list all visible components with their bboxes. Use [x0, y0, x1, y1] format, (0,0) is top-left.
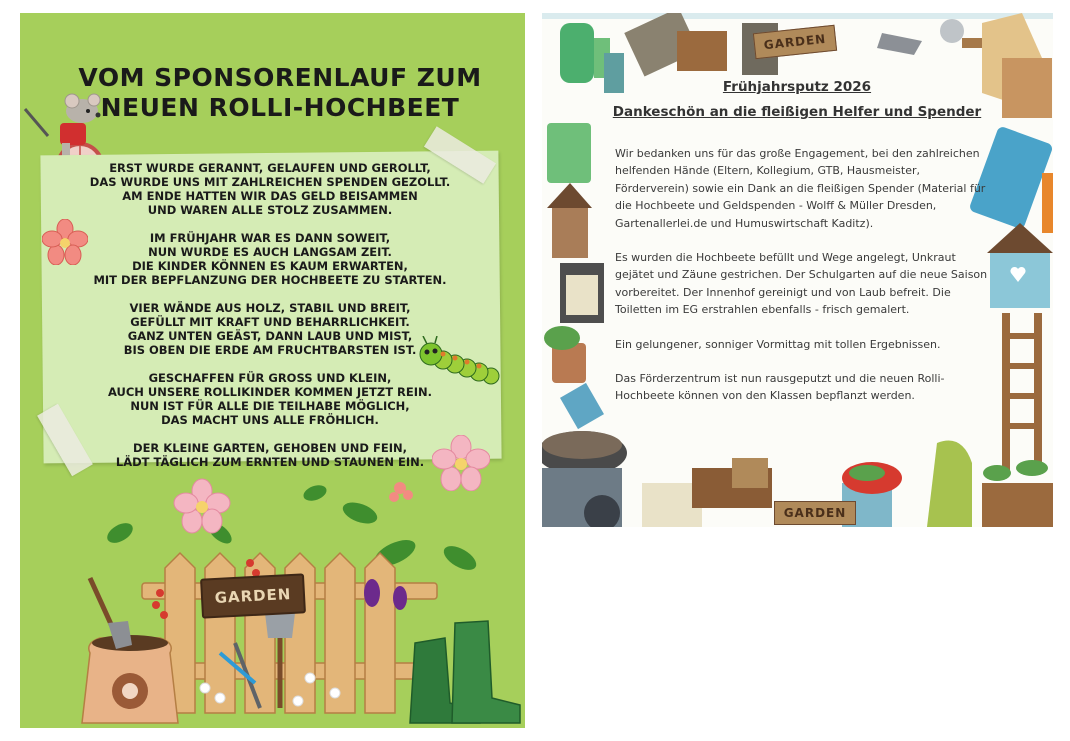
poem-line: GESCHAFFEN FÜR GROSS UND KLEIN,: [148, 371, 392, 385]
garden-sign-label: GARDEN: [214, 585, 292, 607]
caterpillar-icon: [417, 336, 502, 388]
poem-poster: [20, 13, 525, 728]
garden-sign-label: GARDEN: [783, 506, 847, 520]
garden-sign-bottom: [774, 501, 856, 525]
poster-body: [615, 145, 995, 422]
poem-line: GEFÜLLT MIT KRAFT UND BEHARRLICHKEIT.: [130, 315, 410, 329]
pink-flower-icon: [42, 219, 88, 265]
poem-line: GANZ UNTEN GEÄST, DANN LAUB UND MIST,: [127, 329, 413, 343]
poem-line: DIE KINDER KÖNNEN ES KAUM ERWARTEN,: [132, 259, 408, 273]
poem-line: VIER WÄNDE AUS HOLZ, STABIL UND BREIT,: [129, 301, 411, 315]
garden-sign: [200, 573, 306, 618]
poem-line: DER KLEINE GARTEN, GEHOBEN UND FEIN,: [133, 441, 407, 455]
poem-line: NUN IST FÜR ALLE DIE TEILHABE MÖGLICH,: [130, 399, 410, 413]
body-paragraph: Ein gelungener, sonniger Vormittag mit tollen Ergebnissen.: [615, 337, 941, 351]
poem-line: ERST WURDE GERANNT, GELAUFEN UND GEROLLT,: [109, 161, 431, 175]
poster-title: VOM SPONSORENLAUF ZUM NEUEN ROLLI-HOCHBEET: [78, 63, 482, 122]
body-paragraph: Wir bedanken uns für das große Engagement, bei den zahlreichen helfenden Hände (Eltern, Kollegium, GTB, Hausmeister, Förderverein) sowie ein Dank an die fleißigen Spender (Material für die Hochbeete und Geldspenden - Wolff & Müller Dresden, Gartenallerlei.de und Humuswirtschaft Kaditz).: [615, 147, 986, 230]
body-paragraph: Das Förderzentrum ist nun rausgeputzt und die neuen Rolli-Hochbeete können von den Klassen bepflanzt werden.: [615, 372, 945, 403]
poem-text: [60, 161, 480, 483]
poem-line: UND WAREN ALLE STOLZ ZUSAMMEN.: [147, 203, 393, 217]
poem-line: LÄDT TÄGLICH ZUM ERNTEN UND STAUNEN EIN.: [115, 455, 425, 469]
poem-stanza: [60, 441, 480, 469]
thank-you-poster: [542, 13, 1053, 527]
poem-line: DAS MACHT UNS ALLE FRÖHLICH.: [161, 413, 379, 427]
poster-heading: Frühjahrsputz 2026: [722, 79, 872, 95]
poster-subheading: Dankeschön an die fleißigen Helfer und Spender: [612, 104, 982, 120]
poem-line: AM ENDE HATTEN WIR DAS GELD BEISAMMEN: [122, 189, 418, 203]
poem-line: NUN WURDE ES AUCH LANGSAM ZEIT.: [148, 245, 392, 259]
poem-line: IM FRÜHJAHR WAR ES DANN SOWEIT,: [149, 231, 391, 245]
poem-stanza: [60, 161, 480, 217]
poem-line: DAS WURDE UNS MIT ZAHLREICHEN SPENDEN GEZOLLT.: [89, 175, 451, 189]
poem-line: MIT DER BEPFLANZUNG DER HOCHBEETE ZU STARTEN.: [93, 273, 447, 287]
poem-line: AUCH UNSERE ROLLIKINDER KOMMEN JETZT REIN.: [107, 385, 433, 399]
poem-line: BIS OBEN DIE ERDE AM FRUCHTBARSTEN IST.: [123, 343, 417, 357]
garden-sign-label: GARDEN: [763, 31, 827, 53]
body-paragraph: Es wurden die Hochbeete befüllt und Wege angelegt, Unkraut gejätet und Zäune gestrichen. Der Schulgarten auf die neue Saison vorbereitet. Der Innenhof gereinigt und von Laub befreit. Die Toiletten im EG erstrahlen ebenfalls - frisch gemalert.: [615, 251, 988, 317]
poem-stanza: [60, 231, 480, 287]
